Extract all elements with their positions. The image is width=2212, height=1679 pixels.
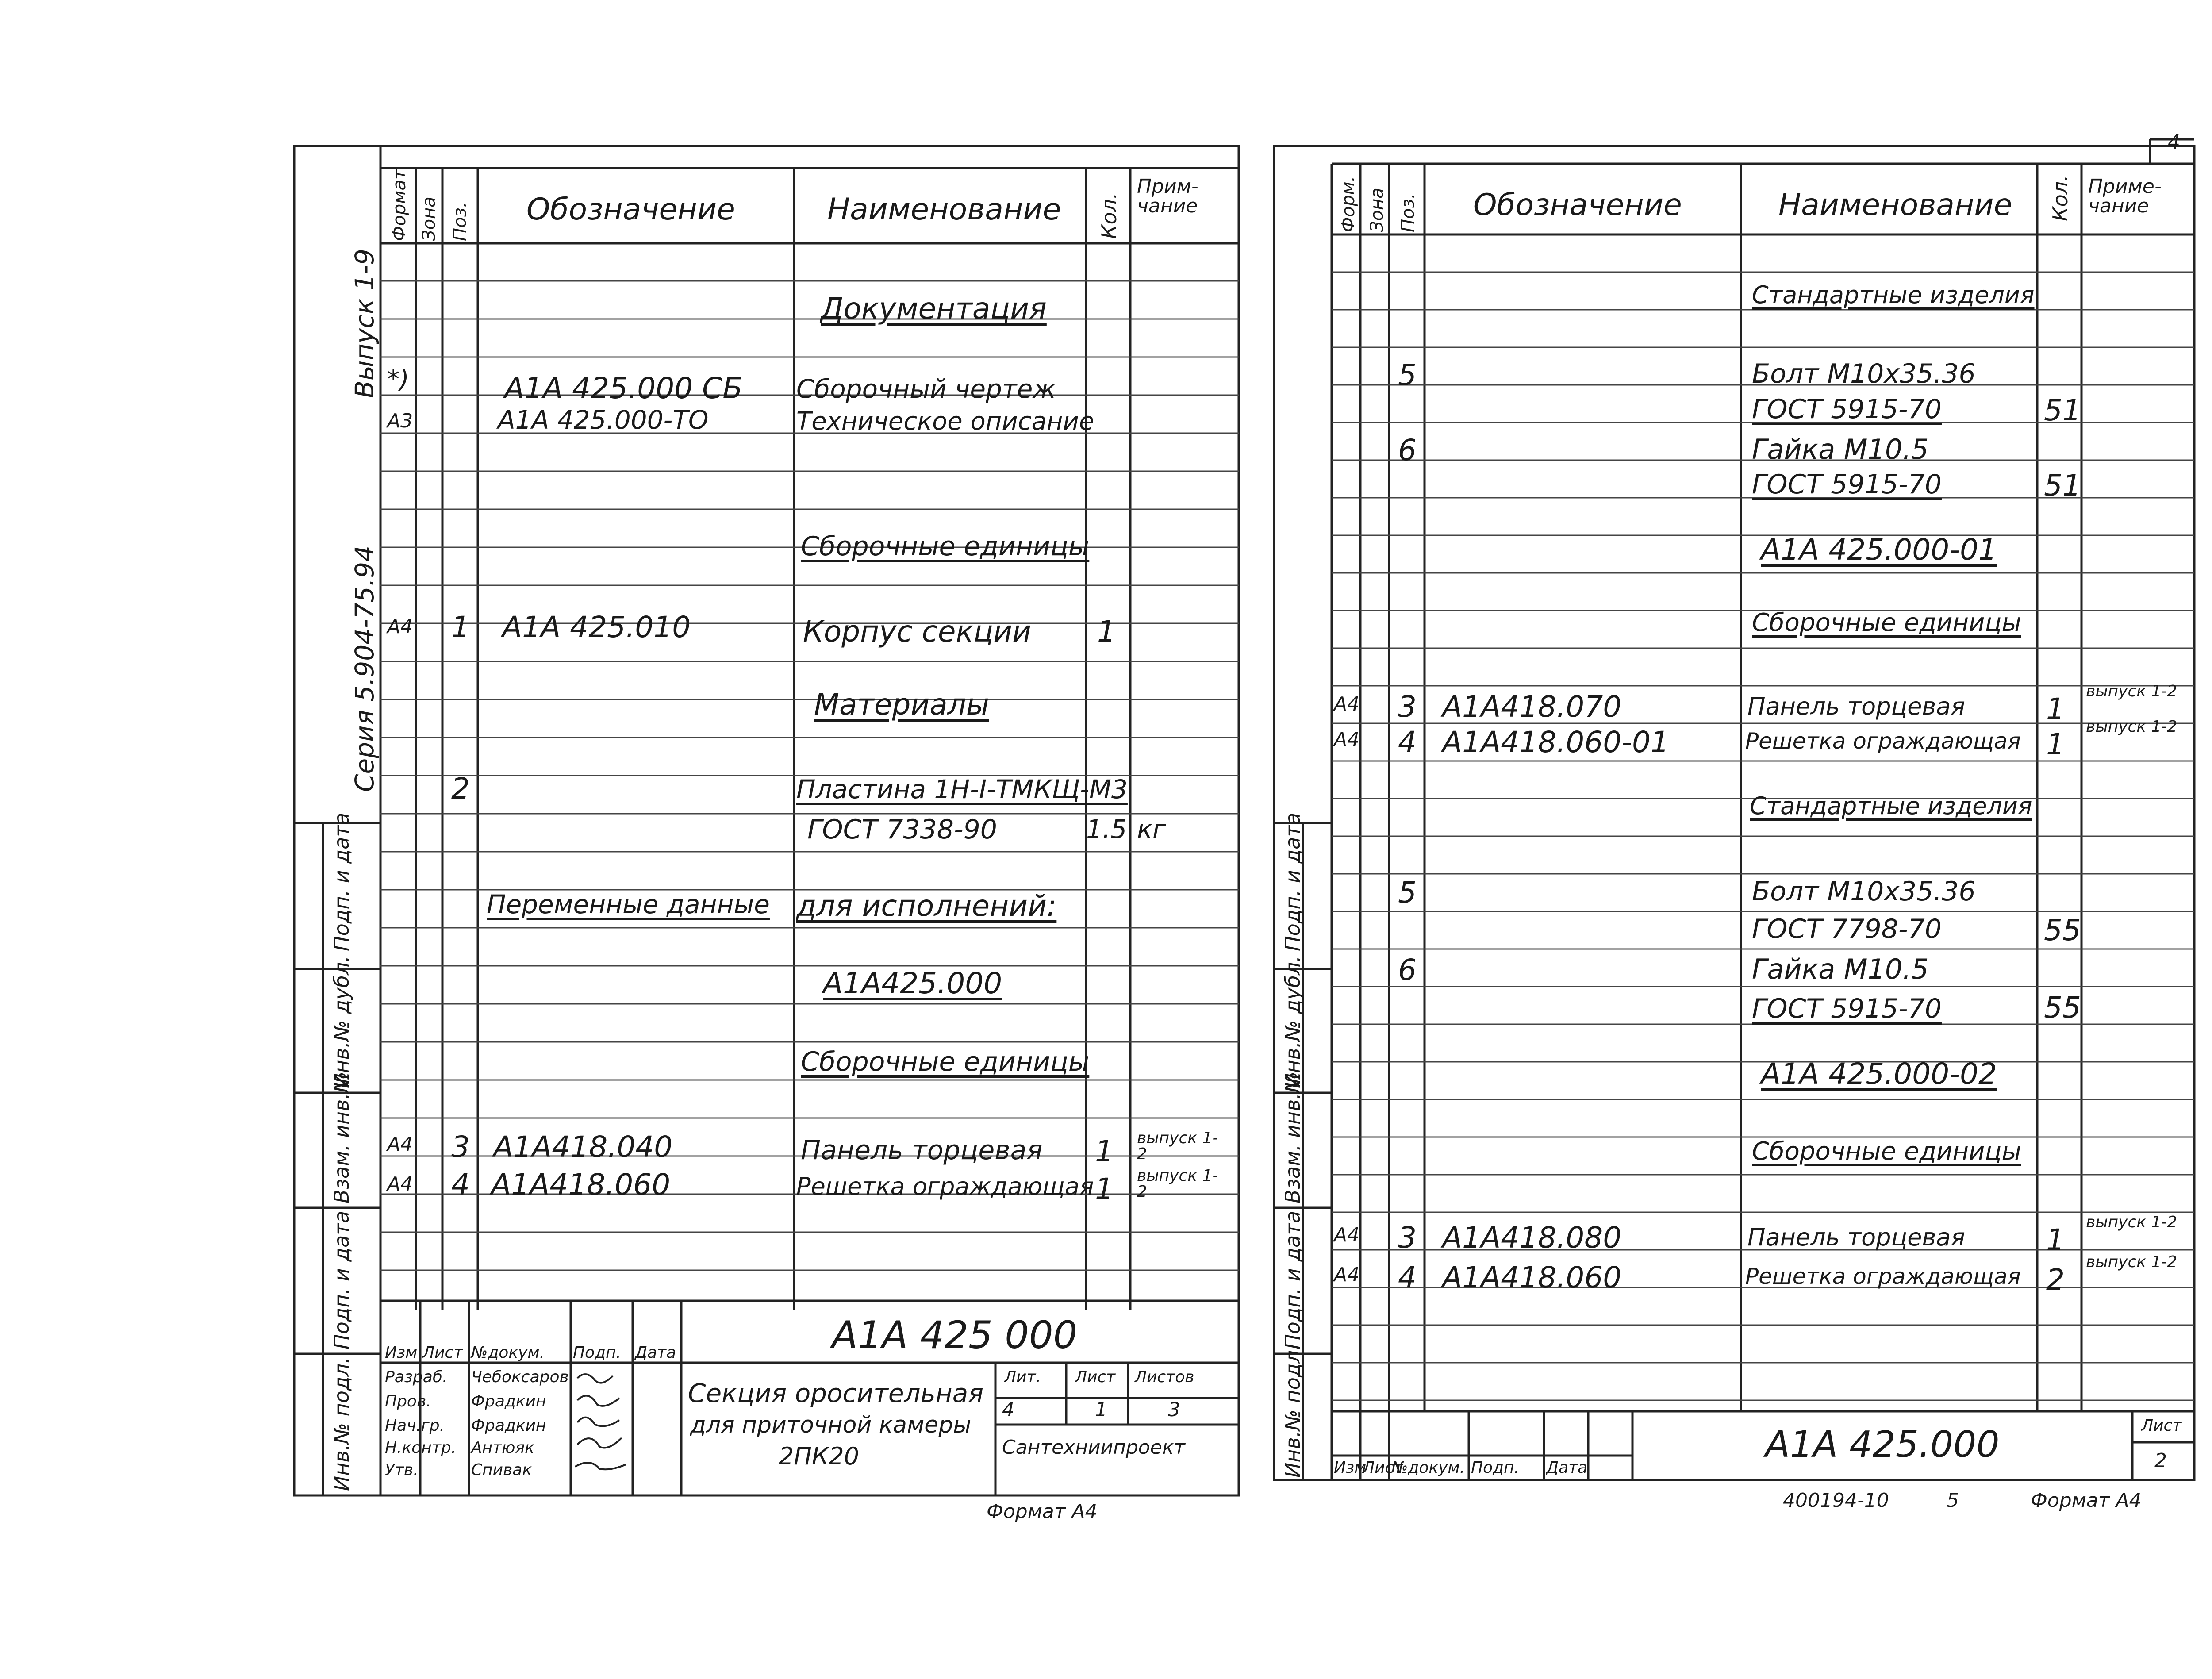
row-format: А4 [1334, 728, 1360, 751]
row-name: Сборочный чертеж [796, 374, 1056, 404]
row-pos: 4 [451, 1168, 470, 1202]
tb-name: Антюяк [471, 1439, 534, 1457]
row-note: выпуск 1-2 [2086, 1253, 2177, 1271]
row-designation: А1А 425.000 СБ [504, 371, 743, 405]
tb-role: Пров. [385, 1392, 431, 1410]
row-pos: 3 [451, 1130, 470, 1164]
tb-col-izm: Изм [1334, 1459, 1367, 1477]
title-line: 2ПК20 [779, 1442, 860, 1470]
tb-sheets-value: 3 [1168, 1399, 1180, 1421]
tb-lit-label: Лит. [1004, 1368, 1041, 1386]
row-name: Решетка ограждающая [1745, 1264, 2021, 1289]
row-designation: А1А418.060 [1442, 1260, 1622, 1295]
row-pos: 3 [1398, 1221, 1417, 1255]
row-qty: 51 [2044, 469, 2081, 503]
section-standard-items: Стандартные изделия [1752, 281, 2035, 309]
row-name: ГОСТ 7798-70 [1752, 914, 1942, 945]
tb-role: Нач.гр. [385, 1417, 445, 1435]
tb-sheet-value: 2 [2154, 1449, 2167, 1472]
section-assembly-units: Сборочные единицы [801, 1046, 1090, 1077]
row-name: Панель торцевая [801, 1135, 1043, 1166]
stamp-inv-dubl: Инв.№ дубл. [1281, 955, 1305, 1088]
tb-col-sign: Подп. [1471, 1459, 1519, 1477]
row-pos: 3 [1398, 690, 1417, 724]
header-pos: Поз. [450, 202, 470, 241]
tb-role: Н.контр. [385, 1439, 457, 1457]
stamp-signature-date: Подп. и дата [1281, 812, 1305, 951]
series-label: Серия 5.904-75.94 [349, 545, 380, 792]
stamp-inv-dubl: Инв.№ дубл. [330, 955, 353, 1088]
row-designation: А1А 425.000-ТО [498, 405, 709, 435]
row-qty: 1 [1095, 1134, 1114, 1168]
row-name: Корпус секции [803, 615, 1032, 649]
row-note: выпуск 1-2 [1137, 1129, 1218, 1163]
row-note: кг [1137, 814, 1166, 844]
row-pos: 4 [1398, 1260, 1417, 1295]
row-name: ГОСТ 5915-70 [1752, 993, 1942, 1024]
row-name: Пластина 1Н-I-ТМКЩ-М3 [796, 774, 1128, 804]
tb-name: Фрадкин [471, 1417, 546, 1435]
stamp-vzam-inv: Взам. инв.№ [1281, 1072, 1305, 1203]
stamp-inv-podl: Инв.№ подл. [330, 1357, 353, 1491]
tb-role: Разраб. [385, 1368, 448, 1386]
header-pos: Поз. [1398, 193, 1418, 232]
row-format: *) [387, 365, 409, 394]
stamp-inv-podl: Инв.№ подл. [1281, 1344, 1305, 1478]
row-name: Болт М10х35.36 [1752, 358, 1976, 389]
row-pos: 6 [1398, 953, 1417, 987]
tb-sheet-label: Лист [2141, 1417, 2182, 1435]
row-qty: 1 [2046, 727, 2065, 761]
tb-col-list: Лист [1363, 1459, 1403, 1477]
row-qty: 1.5 [1086, 814, 1127, 844]
row-qty: 1 [1097, 615, 1116, 649]
tb-lit-value: 4 [1002, 1399, 1014, 1421]
row-qty: 1 [2046, 1223, 2065, 1257]
doc-number: А1А 425 000 [832, 1313, 1078, 1357]
variant-heading: А1А425.000 [823, 966, 1002, 1000]
row-designation: А1А418.060 [491, 1168, 671, 1202]
row-pos: 5 [1398, 876, 1417, 910]
row-note: выпуск 1-2 [1137, 1167, 1218, 1201]
variant-heading: А1А 425.000-02 [1761, 1057, 1997, 1091]
bottom-code: 400194-10 [1783, 1489, 1889, 1512]
row-name: Решетка ограждающая [1745, 728, 2021, 754]
tb-col-list: Лист [422, 1344, 463, 1362]
section-standard-items: Стандартные изделия [1750, 792, 2032, 820]
row-format: А4 [387, 1133, 413, 1156]
row-pos: 6 [1398, 433, 1417, 467]
stamp-signature-date-2: Подп. и дата [1281, 1210, 1305, 1349]
header-zone: Зона [419, 196, 439, 241]
header-qty: Кол. [2048, 175, 2072, 221]
stamp-signature-date-2: Подп. и дата [330, 1210, 353, 1349]
section-assembly-units: Сборочные единицы [801, 531, 1090, 562]
header-zone: Зона [1367, 188, 1387, 232]
row-name: Гайка М10.5 [1752, 953, 1929, 985]
header-note: Приме-чание [2088, 175, 2162, 217]
header-designation: Обозначение [1473, 188, 1682, 223]
tb-org: Сантехниипроект [1002, 1436, 1186, 1459]
section-assembly-units: Сборочные единицы [1752, 1137, 2021, 1166]
tb-sheet-value: 1 [1095, 1399, 1107, 1421]
title-line: Секция оросительная [688, 1378, 984, 1408]
section-materials: Материалы [814, 688, 989, 722]
row-name: Панель торцевая [1747, 1223, 1965, 1251]
row-format: А4 [1334, 693, 1360, 715]
row-note: выпуск 1-2 [2086, 1213, 2177, 1231]
tb-sheet-label: Лист [1075, 1368, 1116, 1386]
row-format: А4 [1334, 1264, 1360, 1286]
format-label: Формат А4 [2031, 1489, 2142, 1512]
row-designation: А1А418.070 [1442, 690, 1622, 724]
row-name: ГОСТ 7338-90 [807, 814, 997, 845]
tb-role: Утв. [385, 1461, 419, 1479]
tb-name: Фрадкин [471, 1392, 546, 1410]
header-note: Прим-чание [1137, 175, 1198, 217]
row-designation: А1А418.080 [1442, 1221, 1622, 1255]
row-designation: А1А418.060-01 [1442, 725, 1670, 759]
header-designation: Обозначение [526, 192, 735, 227]
row-name: Решетка ограждающая [796, 1172, 1094, 1200]
tb-sheets-label: Листов [1135, 1368, 1194, 1386]
variant-heading: А1А 425.000-01 [1761, 533, 1997, 567]
format-label: Формат А4 [987, 1500, 1098, 1523]
row-qty: 2 [2046, 1263, 2065, 1297]
variable-data-label: Переменные данные [487, 889, 770, 919]
row-format: А4 [387, 615, 413, 638]
stamp-vzam-inv: Взам. инв.№ [330, 1072, 353, 1203]
row-name: Техническое описание [796, 407, 1094, 436]
row-format: А4 [1334, 1224, 1360, 1246]
variable-data-label-right: для исполнений: [796, 889, 1057, 923]
header-name: Наименование [827, 192, 1061, 227]
tb-col-date: Дата [635, 1344, 676, 1362]
tb-col-docnum: №докум. [1391, 1459, 1465, 1477]
tb-col-date: Дата [1546, 1459, 1588, 1477]
row-designation: А1А 425.010 [502, 610, 691, 644]
doc-number: А1А 425.000 [1765, 1424, 2000, 1466]
row-note: выпуск 1-2 [2086, 682, 2177, 700]
row-designation: А1А418.040 [493, 1130, 673, 1164]
row-pos: 1 [451, 610, 470, 644]
row-pos: 4 [1398, 725, 1417, 759]
row-note: выпуск 1-2 [2086, 718, 2177, 736]
row-qty: 55 [2044, 991, 2081, 1025]
tb-col-docnum: №докум. [471, 1344, 545, 1362]
header-format: Форм. [1338, 176, 1359, 232]
stamp-signature-date: Подп. и дата [330, 812, 353, 951]
tb-col-izm: Изм [385, 1344, 418, 1362]
row-qty: 1 [2046, 692, 2065, 726]
header-qty: Кол. [1097, 192, 1121, 239]
tb-col-sign: Подп. [573, 1344, 621, 1362]
tb-name: Спивак [471, 1461, 532, 1479]
row-qty: 55 [2044, 913, 2081, 947]
issue-label: Выпуск 1-9 [349, 249, 380, 398]
page-corner-number: 4 [2168, 131, 2180, 154]
header-name: Наименование [1778, 188, 2012, 223]
section-assembly-units: Сборочные единицы [1752, 608, 2021, 637]
section-documentation: Документация [821, 292, 1047, 326]
row-name: Болт М10х35.36 [1752, 876, 1976, 907]
title-line: для приточной камеры [690, 1412, 972, 1438]
header-format: Формат [389, 169, 410, 241]
row-pos: 2 [451, 772, 470, 806]
row-name: ГОСТ 5915-70 [1752, 394, 1942, 425]
row-name: Панель торцевая [1747, 692, 1965, 720]
bottom-number: 5 [1947, 1489, 1959, 1512]
row-qty: 1 [1095, 1172, 1114, 1206]
row-format: А4 [387, 1173, 413, 1195]
row-name: ГОСТ 5915-70 [1752, 469, 1942, 500]
row-pos: 5 [1398, 358, 1417, 392]
signatures [573, 1367, 630, 1482]
row-name: Гайка М10.5 [1752, 433, 1929, 465]
tb-name: Чебоксаров [471, 1368, 569, 1386]
row-format: А3 [387, 410, 413, 432]
row-qty: 51 [2044, 393, 2081, 427]
